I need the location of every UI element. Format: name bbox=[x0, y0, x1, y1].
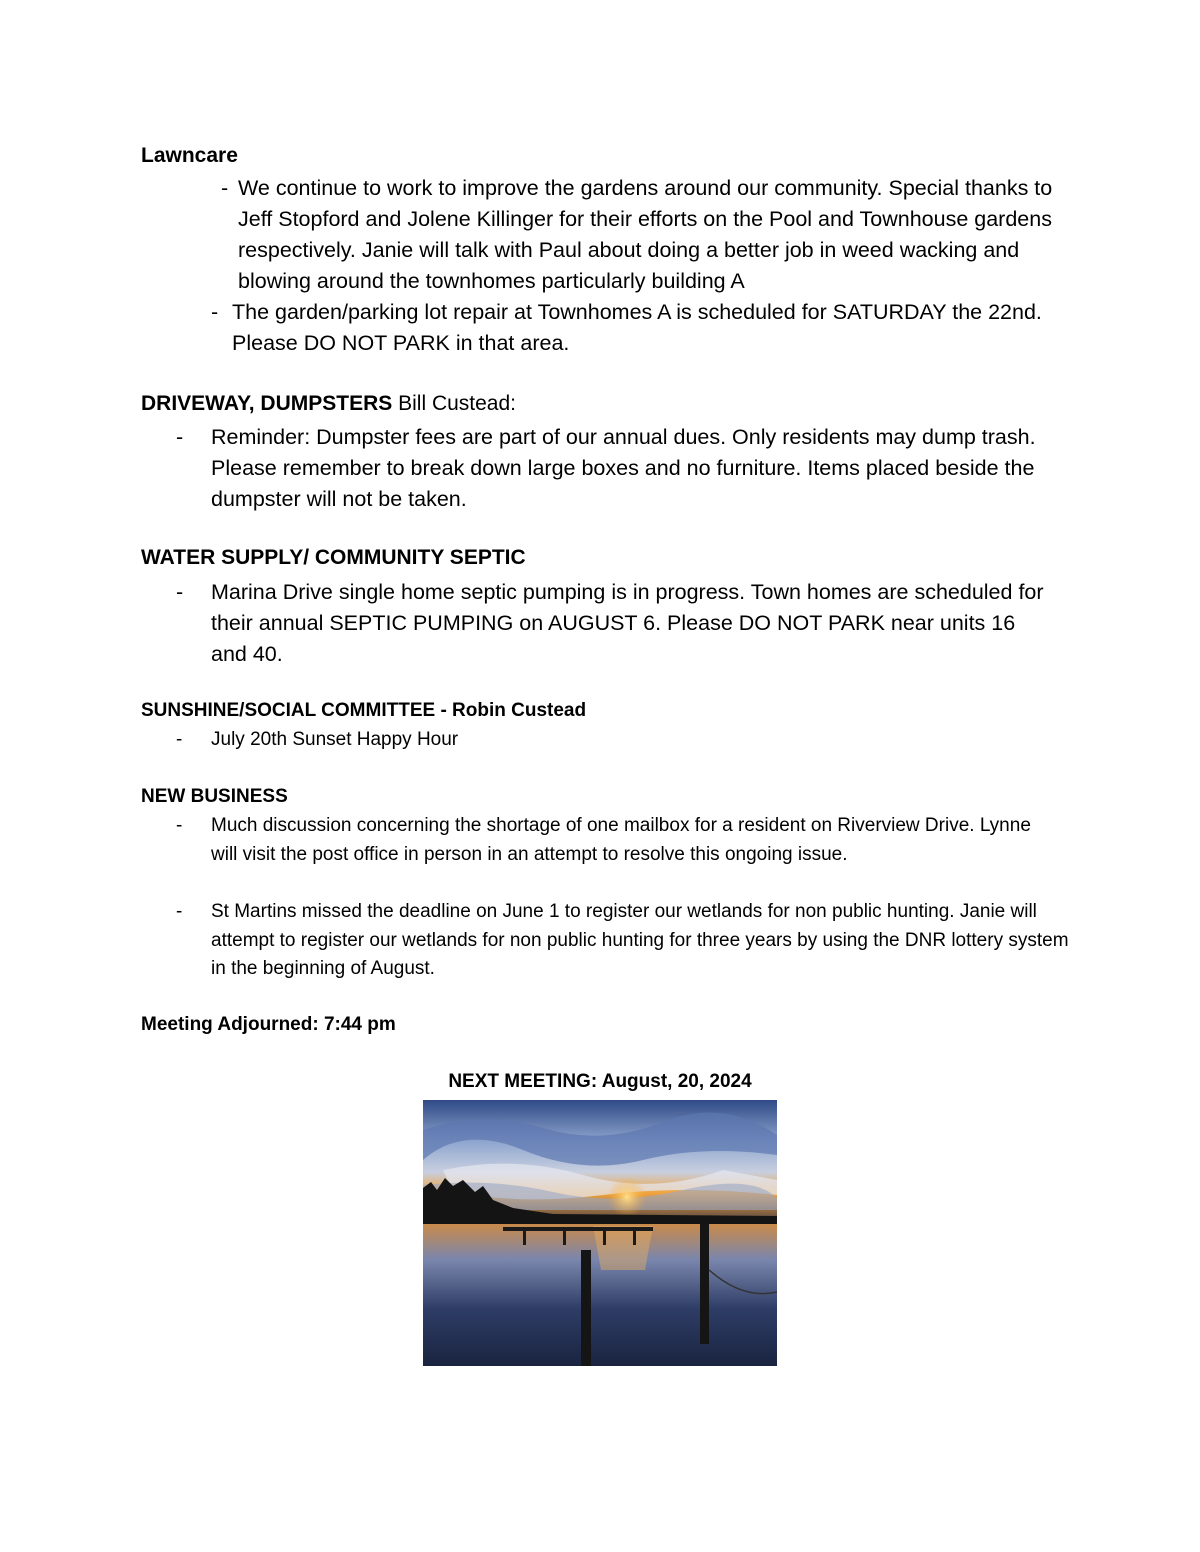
list-dash: - bbox=[176, 580, 184, 604]
list-item-text bbox=[232, 297, 1072, 359]
list-dash: - bbox=[176, 425, 184, 449]
list-dash: - bbox=[176, 901, 183, 922]
list-item-text: Much discussion concerning the shortage of one mailbox for a resident on Riverview Drive. Lynne will visit the post office in person in an attempt to resolve this ongoing issue. bbox=[211, 815, 1031, 865]
list-dash: - bbox=[176, 815, 183, 836]
next-meeting: NEXT MEETING: August, 20, 2024 bbox=[448, 1071, 752, 1092]
list-item-text: Marina Drive single home septic pumping is in progress. Town homes are scheduled for their annual SEPTIC PUMPING on AUGUST 6. Please DO NOT PARK near units 16 and 40. bbox=[211, 580, 1044, 666]
list-item-text: July 20th Sunset Happy Hour bbox=[211, 729, 459, 750]
meeting-adjourned: Meeting Adjourned: 7:44 pm bbox=[141, 1014, 396, 1035]
section-heading-driveway-title: DRIVEWAY, DUMPSTERS bbox=[141, 392, 393, 415]
sunset-photo bbox=[423, 1100, 777, 1366]
section-heading-sunshine: SUNSHINE/SOCIAL COMMITTEE - Robin Custead bbox=[141, 700, 587, 721]
section-heading-new-business: NEW BUSINESS bbox=[141, 786, 288, 807]
list-item-text-body: The garden/parking lot repair at Townhomes A is scheduled for SATURDAY the 22nd. Please DO NOT PARK in that area. bbox=[232, 300, 1042, 355]
list-dash: - bbox=[221, 176, 229, 200]
section-heading-driveway-owner: Bill Custead: bbox=[392, 392, 517, 415]
section-heading-driveway bbox=[141, 392, 516, 416]
list-item-text: Reminder: Dumpster fees are part of our annual dues. Only residents may dump trash. Please remember to break down large boxes and no furniture. Items placed beside the dumpster will not be taken. bbox=[211, 425, 1036, 511]
section-heading-water-supply: WATER SUPPLY/ COMMUNITY SEPTIC bbox=[141, 546, 526, 569]
list-item-text: St Martins missed the deadline on June 1 to register our wetlands for non public hunting. Janie will attempt to register our wetlands for non public hunting for three years by using the DNR lottery system in the beginning of August. bbox=[211, 901, 1069, 979]
section-heading-lawncare: Lawncare bbox=[141, 144, 238, 167]
list-item-text: We continue to work to improve the gardens around our community. Special thanks to Jeff Stopford and Jolene Killinger for their efforts on the Pool and Townhouse gardens respectively. Janie will talk with Paul about doing a better job in weed wacking and blowing around the townhomes particularly building A bbox=[238, 176, 1053, 293]
list-dash: - bbox=[211, 300, 219, 324]
list-dash: - bbox=[176, 729, 183, 750]
